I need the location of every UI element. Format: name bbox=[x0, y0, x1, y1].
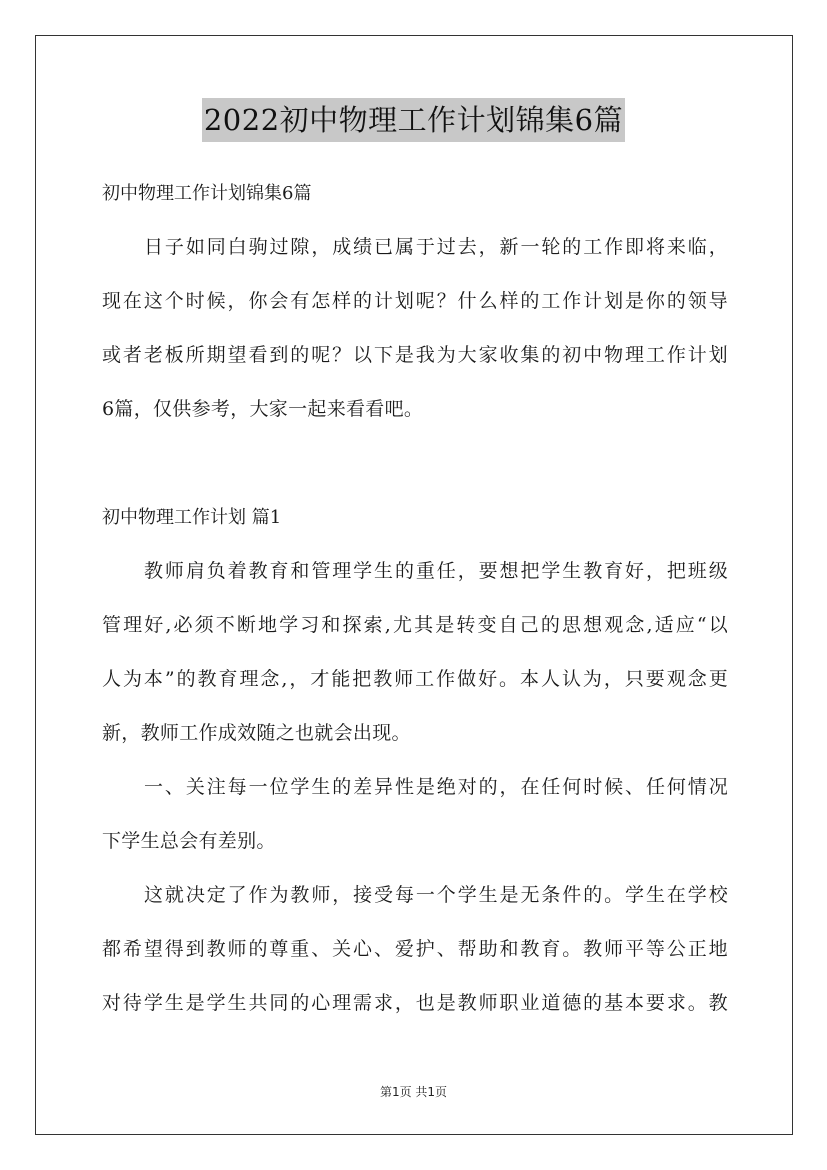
paragraph-line: 新，教师工作成效随之也就会出现。 bbox=[102, 722, 411, 744]
page-footer bbox=[0, 1083, 827, 1100]
paragraph-line: 人为本”的教育理念,，才能把教师工作做好。本人认为，只要观念更 bbox=[102, 668, 728, 690]
document-body bbox=[102, 172, 728, 1036]
intro-line: 现在这个时候，你会有怎样的计划呢？什么样的工作计划是你的领导 bbox=[102, 290, 728, 312]
intro-line: 日子如同白驹过隙，成绩已属于过去，新一轮的工作即将来临， bbox=[144, 236, 728, 258]
intro-line: 6篇，仅供参考，大家一起来看看吧。 bbox=[102, 398, 424, 420]
paragraph-line: 这就决定了作为教师，接受每一个学生是无条件的。学生在学校 bbox=[144, 884, 728, 906]
paragraph-line: 管理好,必须不断地学习和探索,尤其是转变自己的思想观念,适应“以 bbox=[102, 614, 728, 636]
paragraph-line: 对待学生是学生共同的心理需求，也是教师职业道德的基本要求。教 bbox=[102, 992, 728, 1014]
document-subtitle: 初中物理工作计划锦集6篇 bbox=[102, 183, 312, 204]
intro-line: 或者老板所期望看到的呢？以下是我为大家收集的初中物理工作计划 bbox=[102, 344, 728, 366]
section-heading: 初中物理工作计划 篇1 bbox=[102, 507, 282, 528]
paragraph-line: 教师肩负着教育和管理学生的重任，要想把学生教育好，把班级 bbox=[144, 560, 728, 582]
paragraph-line: 都希望得到教师的尊重、关心、爱护、帮助和教育。教师平等公正地 bbox=[102, 938, 728, 960]
paragraph-line: 一、关注每一位学生的差异性是绝对的，在任何时候、任何情况 bbox=[144, 776, 728, 798]
page-number: 第1页 共1页 bbox=[379, 1085, 448, 1099]
document-title: 2022初中物理工作计划锦集6篇 bbox=[202, 98, 625, 142]
paragraph-spacer bbox=[102, 442, 728, 496]
paragraph-line: 下学生总会有差别。 bbox=[102, 830, 276, 852]
title-container bbox=[0, 98, 827, 142]
